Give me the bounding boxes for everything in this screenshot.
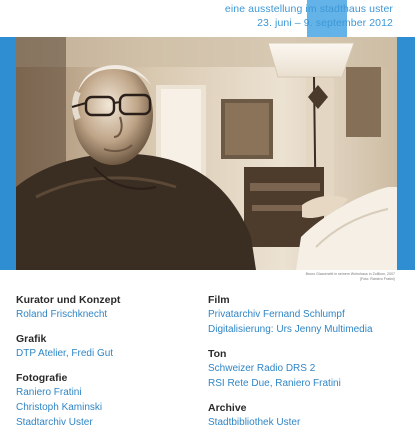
exhibition-header (225, 2, 393, 30)
exhibition-venue: eine ausstellung im stadthaus uster (224, 3, 393, 15)
credit-section-kurator (16, 293, 206, 322)
credit-name: Schweizer Radio DRS 2 (208, 363, 316, 374)
photo-caption-text: Bruno Giacometti in seinem Wohnhaus in Zollikon, 2007 (305, 272, 395, 276)
credit-heading: Ton (208, 348, 227, 360)
credit-name: Raniero Fratini (16, 387, 82, 398)
credit-name: Privatarchiv Fernand Schlumpf (208, 309, 345, 320)
portrait-photo (16, 37, 397, 270)
photo-credit: (Foto: Raniero Fratini) (359, 277, 395, 281)
exhibition-dates: 23. juni – 9. september 2012 (257, 17, 393, 29)
credit-section-archive (208, 401, 398, 430)
credit-heading: Fotografie (16, 372, 68, 384)
credit-section-ton (208, 347, 398, 391)
credit-section-film (208, 293, 398, 337)
credit-heading: Grafik (16, 333, 47, 345)
photo-caption (306, 272, 395, 282)
credit-name: DTP Atelier, Fredi Gut (16, 348, 114, 359)
credit-name: Digitalisierung: Urs Jenny Multimedia (208, 324, 373, 335)
credit-heading: Archive (208, 402, 247, 414)
credit-name: RSI Rete Due, Raniero Fratini (208, 378, 341, 389)
credit-name: Roland Frischknecht (16, 309, 108, 320)
credit-name: Stadtbibliothek Uster (208, 417, 301, 428)
credit-section-fotografie (16, 371, 206, 430)
credits-right-column (208, 293, 398, 440)
credit-name: Christoph Kaminski (16, 402, 103, 413)
credits-left-column (16, 293, 206, 440)
credit-name: Stadtarchiv Uster (16, 417, 93, 428)
credit-section-grafik (16, 332, 206, 361)
credit-heading: Kurator und Konzept (16, 294, 121, 306)
credit-heading: Film (208, 294, 230, 306)
